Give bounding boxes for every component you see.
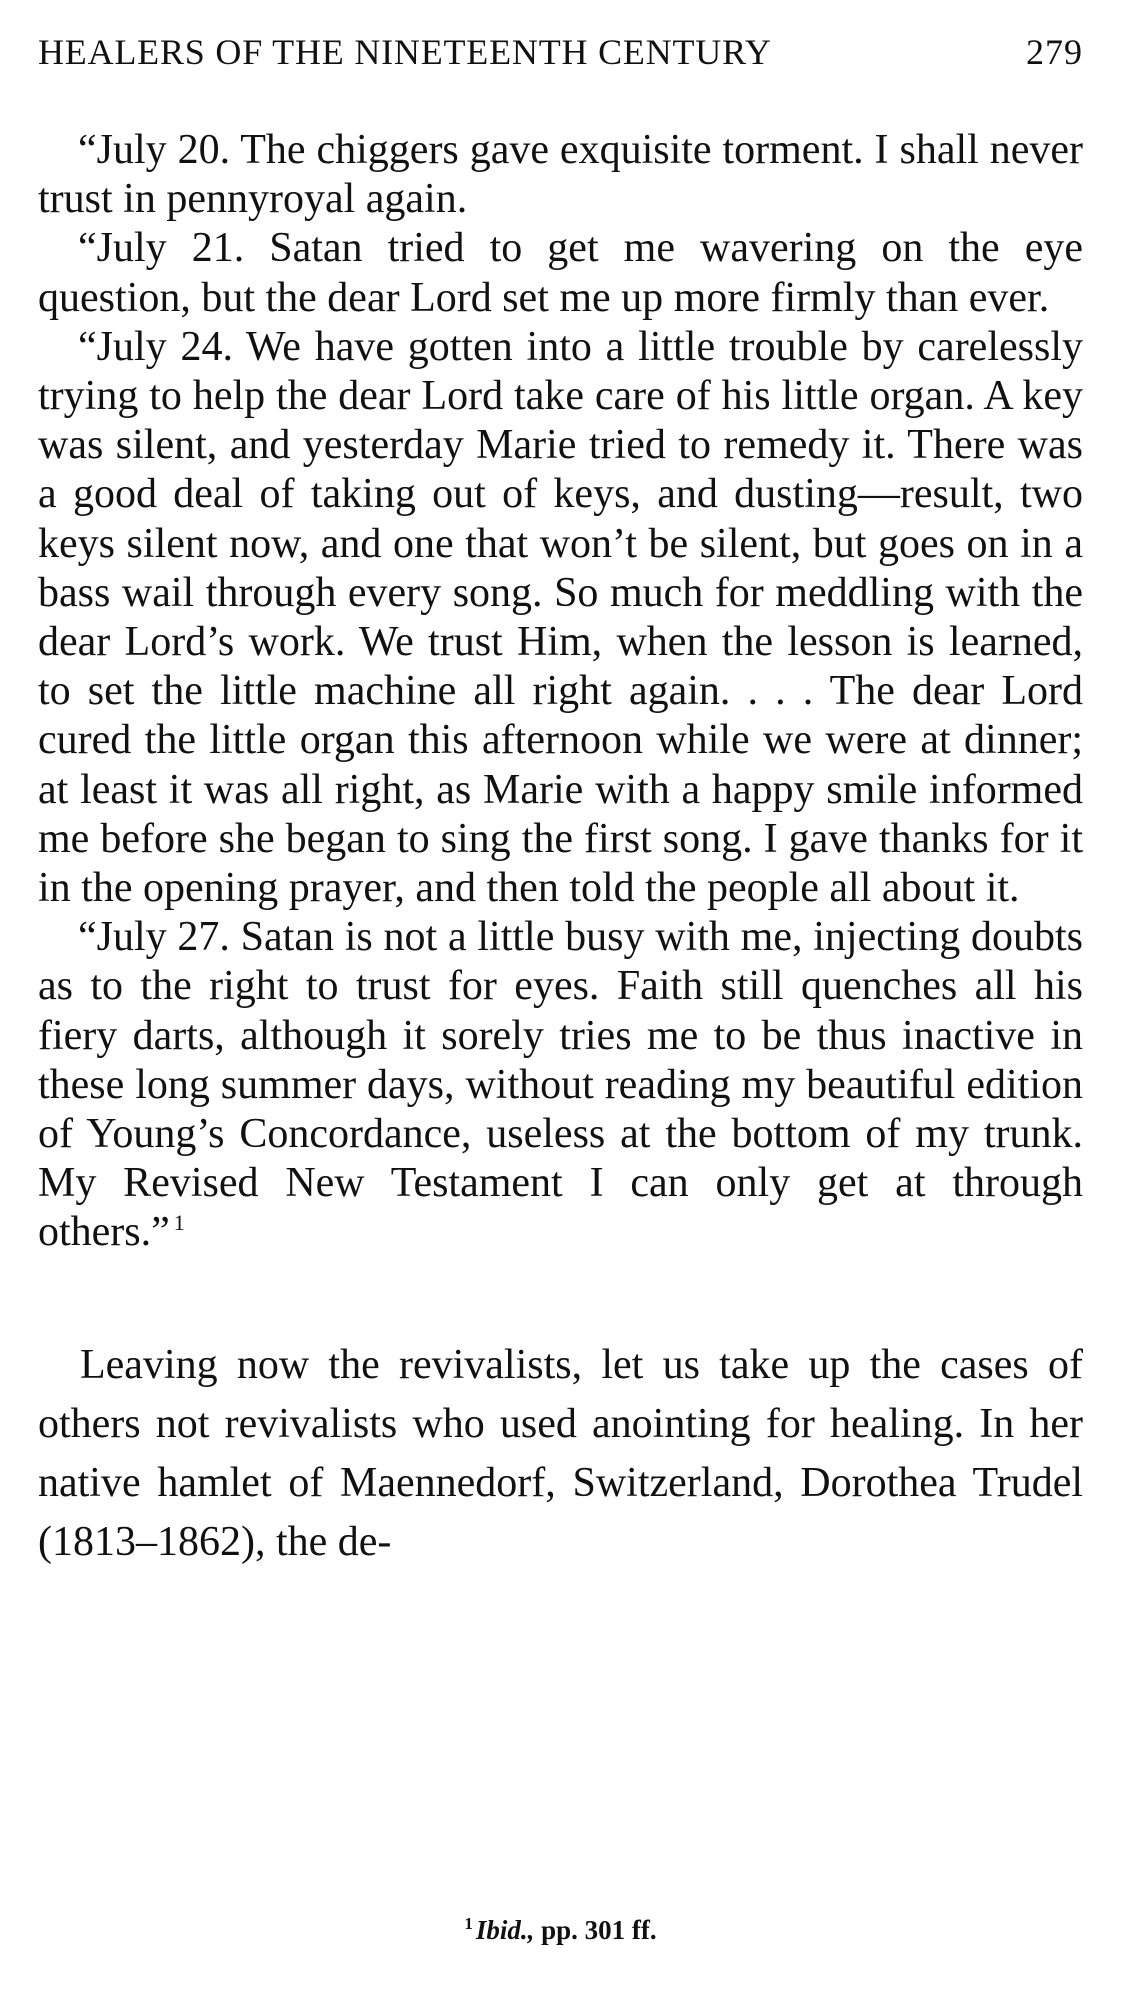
paragraph-revivalists: Leaving now the revivalists, let us take up the cases of others not revivalists who used anointing for healing. In her native hamlet of Maennedorf, Switzerland, Dorothea Trudel (1813–1862), the de- (38, 1341, 1083, 1565)
footnote-pages: pp. 301 ff. (534, 1915, 657, 1945)
diary-entry-july-20: “July 20. The chiggers gave exquisite torment. I shall never trust in pennyroyal again. (38, 127, 1083, 223)
running-head (38, 30, 1083, 74)
diary-entry-july-27 (38, 913, 1083, 1257)
footnote-source: Ibid., (475, 1915, 535, 1945)
diary-quotation (38, 126, 1083, 1258)
diary-entry-july-27-text: “July 27. Satan is not a little busy with me, injecting doubts as to the right to trust for eyes. Faith still quenches all his fiery darts, although it sorely tries me to be thus inactive in these long summer days, without reading my beautiful edition of Young’s Concordance, useless at the bottom of my trunk. My Revised New Testament I can only get at through others.” (38, 914, 1083, 1256)
footnote-reference: 1 (173, 1210, 185, 1236)
footnote-number: 1 (464, 1914, 473, 1933)
chapter-title: HEALERS OF THE NINETEENTH CENTURY (38, 32, 772, 72)
page-number: 279 (1026, 32, 1083, 72)
diary-entry-july-24: “July 24. We have gotten into a little trouble by carelessly trying to help the dear Lord take care of his little organ. A key was silent, and yesterday Marie tried to remedy it. There was a good deal of taking out of keys, and dusting—result, two keys silent now, and one that won’t be silent, but goes on in a bass wail through every song. So much for meddling with the dear Lord’s work. We trust Him, when the lesson is learned, to set the little machine all right again. . . . The dear Lord cured the little organ this afternoon while we were at dinner; at least it was all right, as Marie with a happy smile informed me before she began to sing the first song. I gave thanks for it in the opening prayer, and then told the people all about it. (38, 323, 1083, 912)
diary-entry-july-21: “July 21. Satan tried to get me wavering on the eye question, but the dear Lord set me up more firmly than ever. (38, 225, 1083, 321)
book-page (38, 30, 1083, 1945)
footnote (38, 1915, 1083, 1946)
section-spacer (38, 1258, 1083, 1336)
body-text (38, 1336, 1083, 1572)
